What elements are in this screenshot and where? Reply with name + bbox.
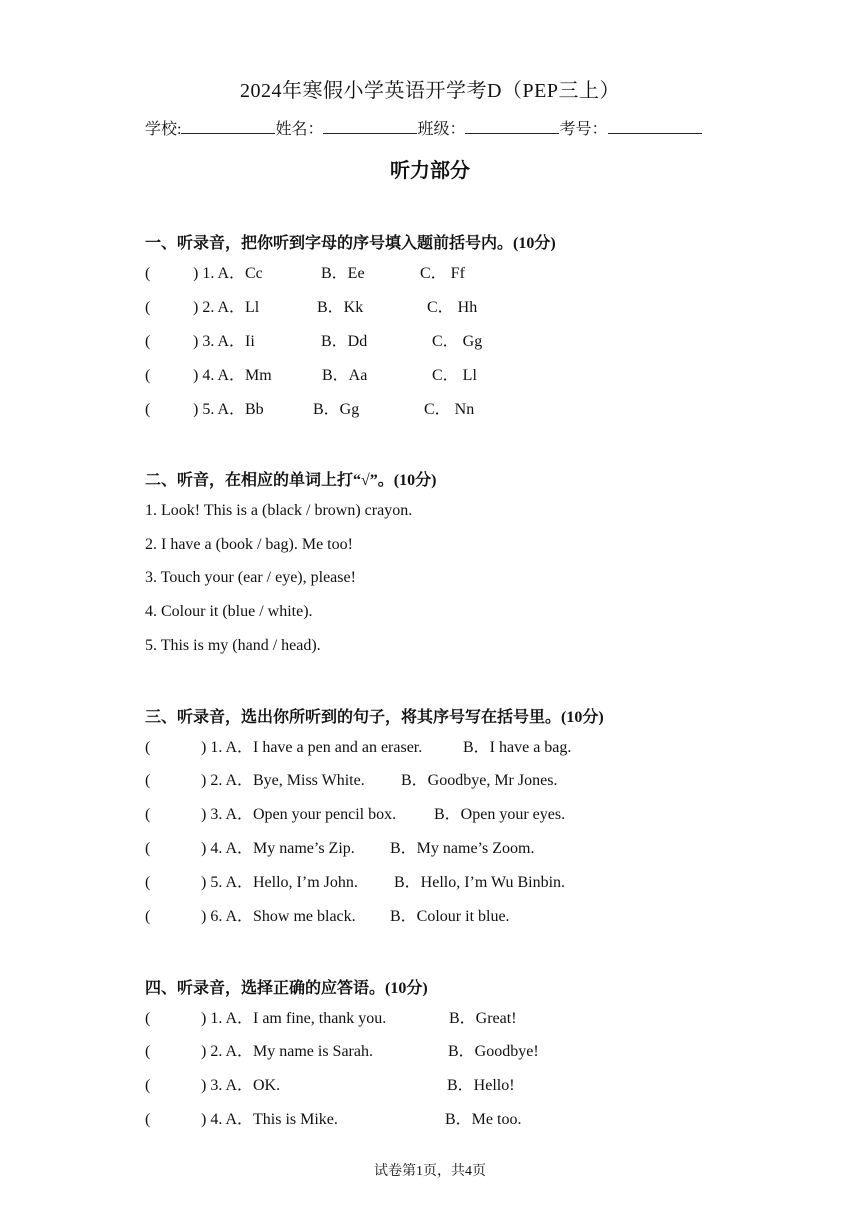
section2-item: 1. Look! This is a (black / brown) crayon. bbox=[145, 502, 413, 519]
section2-item: 3. Touch your (ear / eye), please! bbox=[145, 569, 356, 586]
section3-heading: 三、听录音，选出你所听到的句子，将其序号写在括号里。(10分) bbox=[145, 709, 604, 726]
section2-heading: 二、听音，在相应的单词上打“√”。(10分) bbox=[145, 472, 437, 489]
class-blank bbox=[465, 119, 559, 134]
section2-item: 5. This is my (hand / head). bbox=[145, 637, 321, 654]
section2-item: 4. Colour it (blue / white). bbox=[145, 603, 313, 620]
school-label: 学校: bbox=[145, 121, 182, 138]
school-blank bbox=[181, 119, 275, 134]
part-title: 听力部分 bbox=[390, 160, 470, 182]
page-footer: 试卷第1页，共4页 bbox=[374, 1164, 486, 1179]
section4-heading: 四、听录音，选择正确的应答语。(10分) bbox=[145, 980, 428, 997]
number-label: 考号： bbox=[559, 121, 608, 138]
class-label: 班级： bbox=[417, 121, 466, 138]
student-info-line bbox=[145, 116, 702, 139]
exam-title: 2024年寒假小学英语开学考D（PEP三上） bbox=[240, 80, 620, 102]
number-blank bbox=[608, 119, 702, 134]
section1-heading: 一、听录音，把你听到字母的序号填入题前括号内。(10分) bbox=[145, 235, 556, 252]
name-label: 姓名： bbox=[275, 121, 324, 138]
exam-page: 2024年寒假小学英语开学考D（PEP三上） 学校: 姓名： 班级： 考号： 听力部分 一、听录音，把你听到字母的序号填入题前括号内。(10分) ( ) 1. A．Cc B．Ee C． Ff ( ) 2. A．Ll B．Kk C． Hh ( ) 3. A．Ii B．Dd C． Gg ( ) 4. A．Mm B．Aa C． Ll ( ) 5. A．Bb B．Gg C． Nn 二、听音，在相应的单词上打“√”。(10分) 1. Look! This is a (black / brown) crayon. 2. I have a (book / bag). Me too! 3. Touch your (ear / eye), please! 4. Colour it (blue / white). 5. This is my (hand / head). 三、听录音，选出你所听到的句子，将其序号写在括号里。(10分) ( ) 1. A．I have a pen and an eraser. B．I have a bag. ( ) 2. A．Bye, Miss White. B．Goodbye, Mr Jones. ( ) 3. A．Open your pencil box. B．Open your eyes. ( ) 4. A．My name’s Zip. B．My name’s Zoom. ( ) 5. A．Hello, I’m John. B．Hello, I’m Wu Binbin. ( ) 6. A．Show me black. B．Colour it blue. 四、听录音，选择正确的应答语。(10分) ( ) 1. A．I am fine, thank you. B．Great! ( ) 2. A．My name is Sarah. B．Goodbye! ( ) 3. A．OK. B．Hello! ( ) 4. A．This is Mike. B．Me too. 试卷第1页，共4页 bbox=[0, 0, 860, 1216]
section2-item: 2. I have a (book / bag). Me too! bbox=[145, 536, 353, 553]
name-blank bbox=[323, 119, 417, 134]
